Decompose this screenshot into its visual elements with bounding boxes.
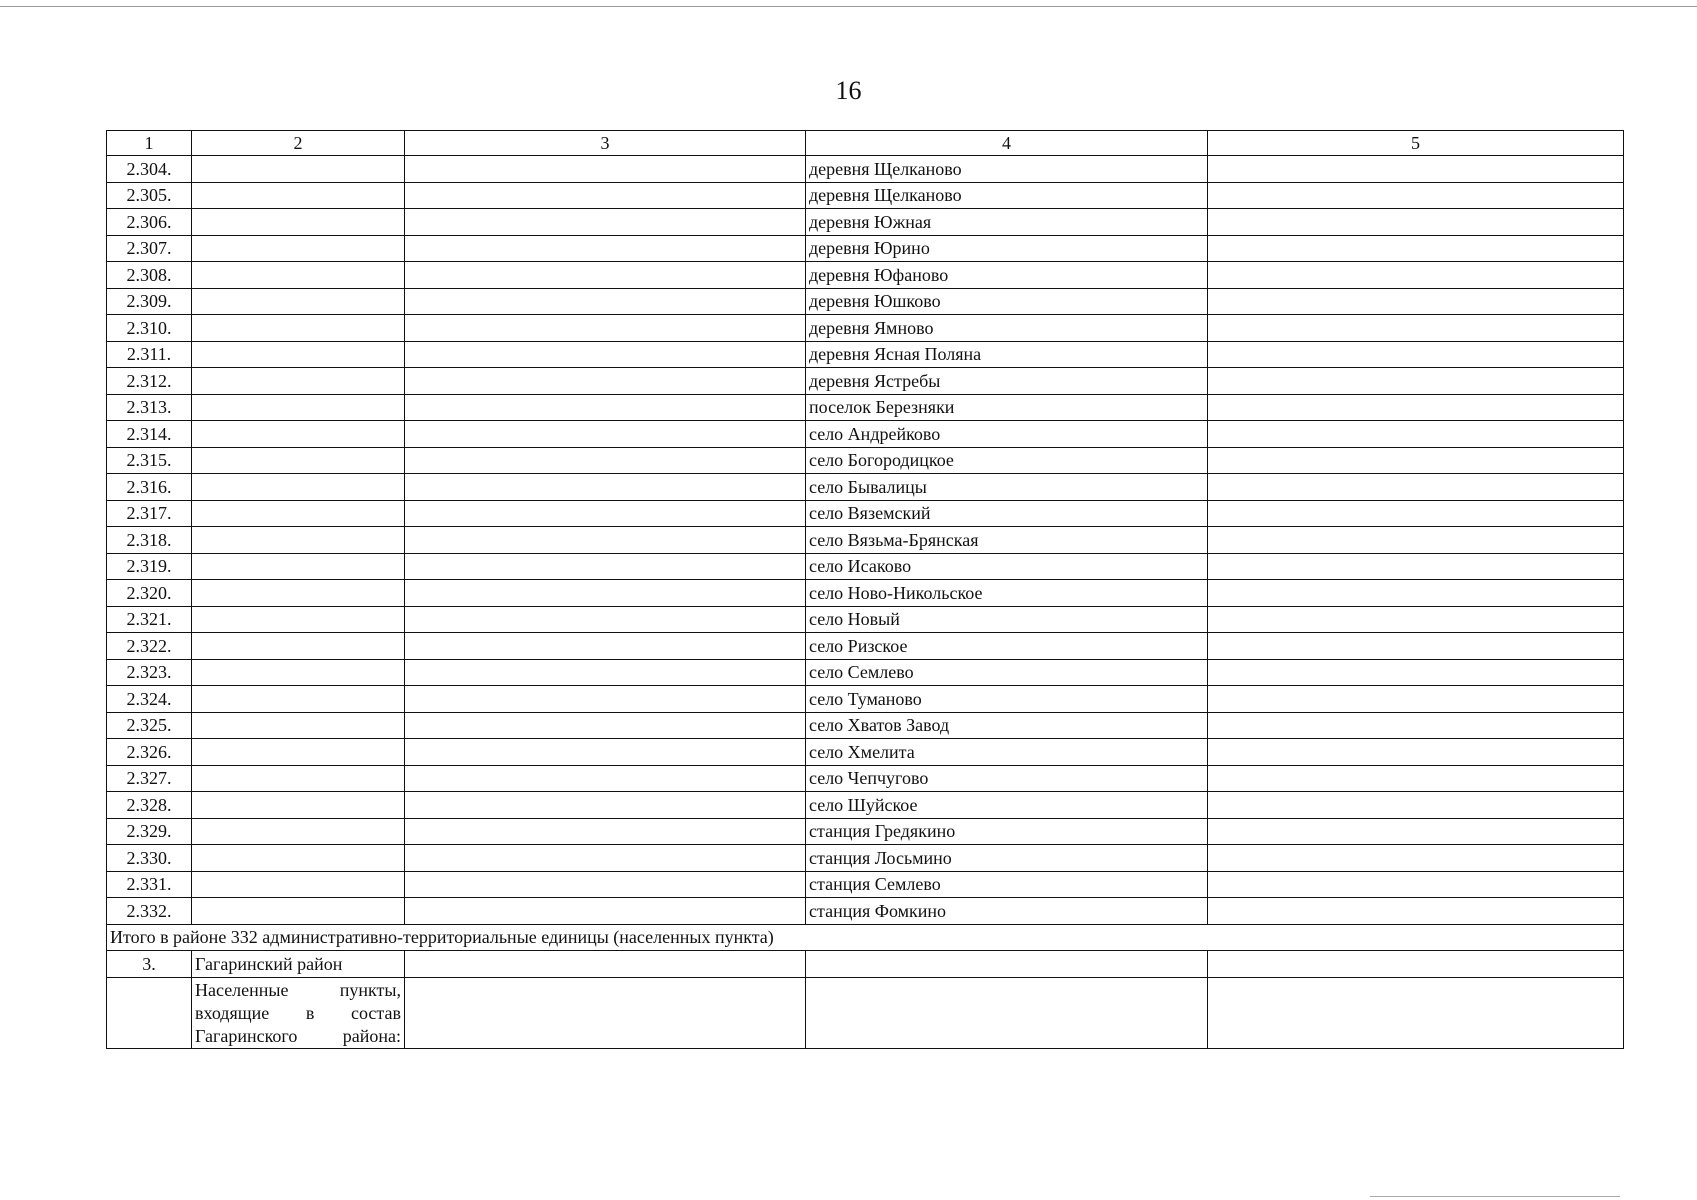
row-cell-2: [192, 553, 405, 580]
column-header-1: 1: [107, 131, 192, 156]
column-header-5: 5: [1208, 131, 1624, 156]
table-row: [107, 262, 1624, 289]
district-cell-3: [405, 951, 806, 978]
row-cell-5: [1208, 235, 1624, 262]
row-cell-5: [1208, 288, 1624, 315]
row-cell-2: [192, 368, 405, 395]
settlements-table: [106, 130, 1624, 1049]
row-number: 2.306.: [107, 209, 192, 236]
row-number: 2.332.: [107, 898, 192, 925]
settlement-name: село Новый: [806, 606, 1208, 633]
row-cell-3: [405, 686, 806, 713]
row-cell-2: [192, 818, 405, 845]
row-cell-5: [1208, 553, 1624, 580]
scan-edge-line: [0, 6, 1697, 7]
settlement-name: деревня Щелканово: [806, 182, 1208, 209]
row-number: 2.325.: [107, 712, 192, 739]
row-cell-3: [405, 182, 806, 209]
row-cell-2: [192, 315, 405, 342]
page-number: 16: [835, 76, 862, 105]
district-cell-4: [806, 951, 1208, 978]
row-cell-5: [1208, 845, 1624, 872]
table-row: [107, 315, 1624, 342]
table-row: [107, 421, 1624, 448]
row-cell-2: [192, 712, 405, 739]
row-cell-3: [405, 341, 806, 368]
settlement-name: деревня Ямново: [806, 315, 1208, 342]
district-name: Гагаринский район: [192, 951, 405, 978]
row-cell-5: [1208, 527, 1624, 554]
settlement-name: деревня Юфаново: [806, 262, 1208, 289]
row-number: 2.321.: [107, 606, 192, 633]
row-cell-3: [405, 500, 806, 527]
table-row: [107, 500, 1624, 527]
table-row: [107, 235, 1624, 262]
table-row: [107, 368, 1624, 395]
table-row: [107, 739, 1624, 766]
table-row: [107, 898, 1624, 925]
subheading-cell-2: [192, 977, 405, 1048]
row-cell-3: [405, 898, 806, 925]
table-row: [107, 527, 1624, 554]
row-cell-3: [405, 765, 806, 792]
row-number: 2.314.: [107, 421, 192, 448]
row-number: 2.331.: [107, 871, 192, 898]
row-cell-5: [1208, 447, 1624, 474]
settlement-name: село Хмелита: [806, 739, 1208, 766]
row-cell-5: [1208, 394, 1624, 421]
row-cell-2: [192, 659, 405, 686]
row-cell-2: [192, 765, 405, 792]
settlement-name: село Хватов Завод: [806, 712, 1208, 739]
table-row: [107, 606, 1624, 633]
row-cell-5: [1208, 606, 1624, 633]
column-header-4: 4: [806, 131, 1208, 156]
row-number: 2.310.: [107, 315, 192, 342]
row-number: 2.308.: [107, 262, 192, 289]
row-cell-5: [1208, 368, 1624, 395]
settlement-name: село Чепчугово: [806, 765, 1208, 792]
row-number: 2.330.: [107, 845, 192, 872]
row-cell-5: [1208, 500, 1624, 527]
total-row: [107, 924, 1624, 951]
row-cell-5: [1208, 633, 1624, 660]
settlement-name: станция Гредякино: [806, 818, 1208, 845]
settlement-name: село Туманово: [806, 686, 1208, 713]
settlement-name: деревня Южная: [806, 209, 1208, 236]
row-cell-2: [192, 341, 405, 368]
row-cell-2: [192, 262, 405, 289]
row-number: 2.304.: [107, 156, 192, 183]
row-cell-3: [405, 739, 806, 766]
row-cell-2: [192, 845, 405, 872]
settlement-name: поселок Березняки: [806, 394, 1208, 421]
subheading-cell-5: [1208, 977, 1624, 1048]
row-cell-2: [192, 474, 405, 501]
subheading-text: Населенные пункты, входящие в состав Гагаринского района:: [195, 979, 401, 1046]
table-row: [107, 156, 1624, 183]
row-cell-2: [192, 580, 405, 607]
row-cell-2: [192, 739, 405, 766]
row-cell-5: [1208, 474, 1624, 501]
row-cell-3: [405, 659, 806, 686]
row-cell-3: [405, 792, 806, 819]
row-cell-5: [1208, 739, 1624, 766]
row-number: 2.317.: [107, 500, 192, 527]
row-number: 2.323.: [107, 659, 192, 686]
row-cell-3: [405, 394, 806, 421]
settlement-name: село Бывалицы: [806, 474, 1208, 501]
row-cell-3: [405, 315, 806, 342]
table-row: [107, 447, 1624, 474]
settlement-name: село Ризское: [806, 633, 1208, 660]
row-cell-5: [1208, 818, 1624, 845]
row-number: 2.322.: [107, 633, 192, 660]
table-row: [107, 288, 1624, 315]
row-cell-5: [1208, 580, 1624, 607]
row-cell-5: [1208, 712, 1624, 739]
table-row: [107, 209, 1624, 236]
table-row: [107, 182, 1624, 209]
row-cell-3: [405, 527, 806, 554]
row-number: 2.313.: [107, 394, 192, 421]
table-row: [107, 341, 1624, 368]
settlement-name: деревня Щелканово: [806, 156, 1208, 183]
column-numbers-row: [107, 131, 1624, 156]
settlement-name: село Богородицкое: [806, 447, 1208, 474]
settlement-name: село Исаково: [806, 553, 1208, 580]
table-body: [107, 156, 1624, 925]
table-row: [107, 686, 1624, 713]
row-cell-3: [405, 156, 806, 183]
row-cell-3: [405, 209, 806, 236]
row-cell-5: [1208, 659, 1624, 686]
row-cell-3: [405, 421, 806, 448]
row-number: 2.315.: [107, 447, 192, 474]
row-number: 2.318.: [107, 527, 192, 554]
row-cell-3: [405, 235, 806, 262]
table-row: [107, 580, 1624, 607]
subheading-cell-1: [107, 977, 192, 1048]
district-number: 3.: [107, 951, 192, 978]
row-cell-5: [1208, 182, 1624, 209]
settlement-name: станция Семлево: [806, 871, 1208, 898]
row-number: 2.324.: [107, 686, 192, 713]
settlement-name: село Вяземский: [806, 500, 1208, 527]
row-cell-2: [192, 288, 405, 315]
row-cell-5: [1208, 209, 1624, 236]
row-number: 2.320.: [107, 580, 192, 607]
row-number: 2.326.: [107, 739, 192, 766]
row-cell-2: [192, 871, 405, 898]
total-text: Итого в районе 332 административно-территориальные единицы (населенных пункта): [107, 924, 1624, 951]
row-cell-2: [192, 447, 405, 474]
row-number: 2.327.: [107, 765, 192, 792]
row-number: 2.309.: [107, 288, 192, 315]
settlement-name: станция Фомкино: [806, 898, 1208, 925]
row-cell-3: [405, 262, 806, 289]
row-number: 2.329.: [107, 818, 192, 845]
row-cell-5: [1208, 421, 1624, 448]
table-row: [107, 633, 1624, 660]
settlement-name: станция Лосьмино: [806, 845, 1208, 872]
row-cell-2: [192, 156, 405, 183]
settlement-name: село Шуйское: [806, 792, 1208, 819]
column-header-3: 3: [405, 131, 806, 156]
table-row: [107, 394, 1624, 421]
settlement-name: село Андрейково: [806, 421, 1208, 448]
row-cell-3: [405, 818, 806, 845]
row-cell-2: [192, 421, 405, 448]
row-cell-3: [405, 447, 806, 474]
table-row: [107, 765, 1624, 792]
row-cell-5: [1208, 262, 1624, 289]
table-row: [107, 818, 1624, 845]
row-cell-2: [192, 633, 405, 660]
row-cell-3: [405, 845, 806, 872]
table-row: [107, 871, 1624, 898]
row-cell-5: [1208, 156, 1624, 183]
row-number: 2.312.: [107, 368, 192, 395]
settlement-name: село Ново-Никольское: [806, 580, 1208, 607]
row-cell-3: [405, 553, 806, 580]
row-number: 2.328.: [107, 792, 192, 819]
row-cell-3: [405, 580, 806, 607]
row-cell-3: [405, 474, 806, 501]
table-row: [107, 474, 1624, 501]
row-number: 2.316.: [107, 474, 192, 501]
settlement-name: село Вязьма-Брянская: [806, 527, 1208, 554]
subheading-cell-3: [405, 977, 806, 1048]
row-cell-3: [405, 368, 806, 395]
row-cell-5: [1208, 315, 1624, 342]
row-cell-2: [192, 898, 405, 925]
settlement-name: деревня Ясная Поляна: [806, 341, 1208, 368]
settlement-name: село Семлево: [806, 659, 1208, 686]
settlement-name: деревня Юшково: [806, 288, 1208, 315]
scan-edge-line-bottom: [1370, 1196, 1620, 1197]
row-cell-2: [192, 500, 405, 527]
subheading-row: [107, 977, 1624, 1048]
row-cell-3: [405, 633, 806, 660]
row-cell-2: [192, 209, 405, 236]
row-cell-5: [1208, 686, 1624, 713]
row-cell-2: [192, 182, 405, 209]
row-cell-5: [1208, 871, 1624, 898]
row-cell-3: [405, 712, 806, 739]
table-row: [107, 845, 1624, 872]
row-cell-2: [192, 606, 405, 633]
row-cell-2: [192, 686, 405, 713]
subheading-cell-4: [806, 977, 1208, 1048]
row-cell-2: [192, 792, 405, 819]
table-row: [107, 553, 1624, 580]
district-row: [107, 951, 1624, 978]
settlement-name: деревня Ястребы: [806, 368, 1208, 395]
row-cell-3: [405, 606, 806, 633]
row-cell-2: [192, 235, 405, 262]
row-cell-5: [1208, 341, 1624, 368]
settlement-name: деревня Юрино: [806, 235, 1208, 262]
table-row: [107, 659, 1624, 686]
table-row: [107, 792, 1624, 819]
row-cell-2: [192, 394, 405, 421]
row-number: 2.311.: [107, 341, 192, 368]
table-row: [107, 712, 1624, 739]
row-number: 2.319.: [107, 553, 192, 580]
row-cell-3: [405, 288, 806, 315]
row-cell-3: [405, 871, 806, 898]
column-header-2: 2: [192, 131, 405, 156]
row-cell-5: [1208, 792, 1624, 819]
row-cell-5: [1208, 765, 1624, 792]
row-number: 2.307.: [107, 235, 192, 262]
district-cell-5: [1208, 951, 1624, 978]
row-cell-5: [1208, 898, 1624, 925]
row-number: 2.305.: [107, 182, 192, 209]
row-cell-2: [192, 527, 405, 554]
